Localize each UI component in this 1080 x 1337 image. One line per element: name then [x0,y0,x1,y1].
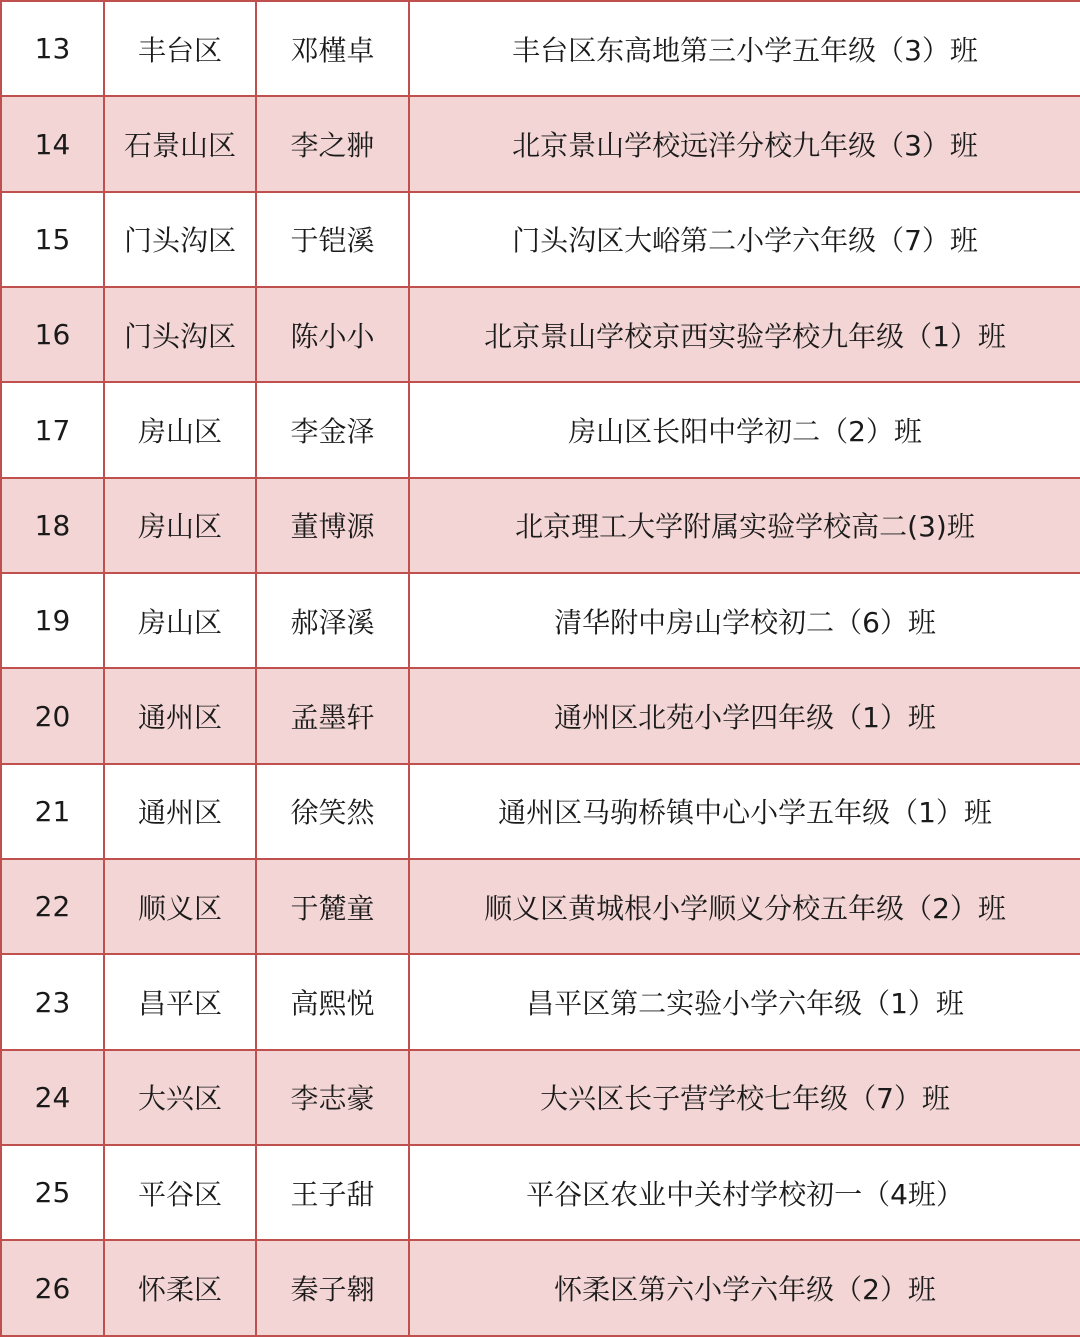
school-class-cell: 通州区北苑小学四年级（1）班 [409,668,1080,763]
district-cell: 顺义区 [104,859,256,954]
table-row [1,573,1080,668]
school-class-cell: 大兴区长子营学校七年级（7）班 [409,1050,1080,1145]
district-cell: 门头沟区 [104,287,256,382]
table-row [1,764,1080,859]
row-number: 16 [1,287,104,382]
row-number: 17 [1,382,104,477]
table-row [1,1240,1080,1335]
school-class-cell: 顺义区黄城根小学顺义分校五年级（2）班 [409,859,1080,954]
row-number: 21 [1,764,104,859]
district-cell: 昌平区 [104,954,256,1049]
row-number: 25 [1,1145,104,1240]
district-cell: 门头沟区 [104,192,256,287]
row-number: 15 [1,192,104,287]
student-name-cell: 陈小小 [256,287,409,382]
row-number: 20 [1,668,104,763]
row-number: 14 [1,96,104,191]
school-class-cell: 北京理工大学附属实验学校高二(3)班 [409,478,1080,573]
table-row [1,954,1080,1049]
school-class-cell: 北京景山学校远洋分校九年级（3）班 [409,96,1080,191]
district-cell: 丰台区 [104,1,256,96]
student-name-cell: 徐笑然 [256,764,409,859]
student-name-cell: 王子甜 [256,1145,409,1240]
student-name-cell: 高熙悦 [256,954,409,1049]
table-row [1,96,1080,191]
student-name-cell: 邓槿卓 [256,1,409,96]
student-name-cell: 李金泽 [256,382,409,477]
row-number: 18 [1,478,104,573]
district-cell: 房山区 [104,478,256,573]
table-row [1,1,1080,96]
school-class-cell: 房山区长阳中学初二（2）班 [409,382,1080,477]
district-cell: 大兴区 [104,1050,256,1145]
table-row [1,382,1080,477]
student-name-cell: 秦子翱 [256,1240,409,1335]
row-number: 23 [1,954,104,1049]
student-name-cell: 李之翀 [256,96,409,191]
district-cell: 怀柔区 [104,1240,256,1335]
student-name-cell: 董博源 [256,478,409,573]
school-class-cell: 门头沟区大峪第二小学六年级（7）班 [409,192,1080,287]
school-class-cell: 昌平区第二实验小学六年级（1）班 [409,954,1080,1049]
student-name-cell: 李志豪 [256,1050,409,1145]
row-number: 19 [1,573,104,668]
student-name-cell: 孟墨轩 [256,668,409,763]
row-number: 26 [1,1240,104,1335]
table-body [1,1,1080,1336]
school-class-cell: 北京景山学校京西实验学校九年级（1）班 [409,287,1080,382]
table-row [1,287,1080,382]
student-name-cell: 于铠溪 [256,192,409,287]
school-class-cell: 平谷区农业中关村学校初一（4班） [409,1145,1080,1240]
row-number: 24 [1,1050,104,1145]
district-cell: 通州区 [104,764,256,859]
table-row [1,668,1080,763]
table-row [1,859,1080,954]
table-row [1,478,1080,573]
district-cell: 石景山区 [104,96,256,191]
school-class-cell: 通州区马驹桥镇中心小学五年级（1）班 [409,764,1080,859]
student-name-cell: 于麓童 [256,859,409,954]
school-class-cell: 怀柔区第六小学六年级（2）班 [409,1240,1080,1335]
row-number: 13 [1,1,104,96]
district-cell: 房山区 [104,382,256,477]
school-class-cell: 清华附中房山学校初二（6）班 [409,573,1080,668]
district-cell: 平谷区 [104,1145,256,1240]
school-class-cell: 丰台区东高地第三小学五年级（3）班 [409,1,1080,96]
table-row [1,1050,1080,1145]
district-cell: 房山区 [104,573,256,668]
table-row [1,1145,1080,1240]
student-name-cell: 郝泽溪 [256,573,409,668]
row-number: 22 [1,859,104,954]
table-row [1,192,1080,287]
district-cell: 通州区 [104,668,256,763]
